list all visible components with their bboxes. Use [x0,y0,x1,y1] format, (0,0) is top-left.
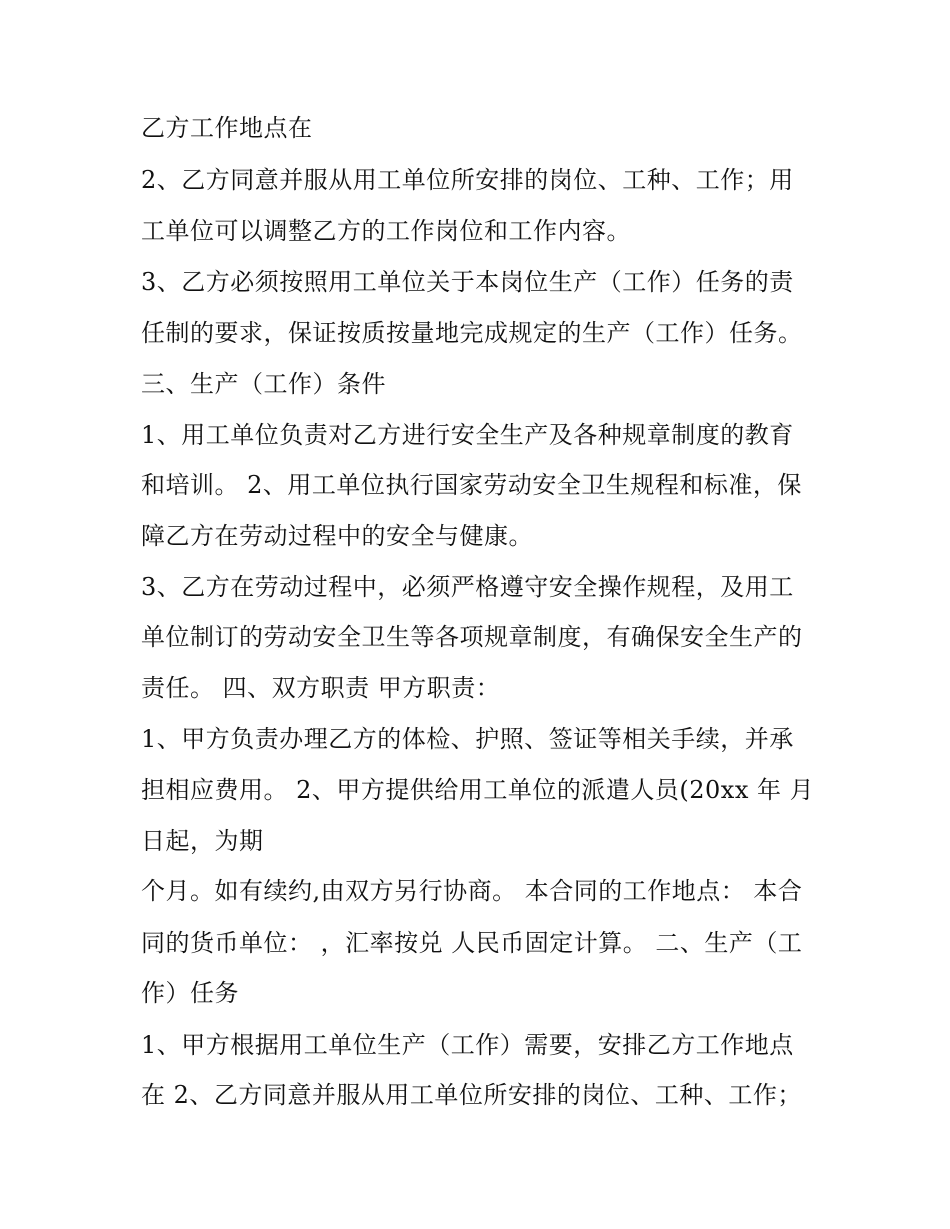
text-line: 在 2、乙方同意并服从用工单位所安排的岗位、工种、工作； [141,1081,802,1109]
text-line: 3、乙方必须按照用工单位关于本岗位生产（工作）任务的责 [141,268,794,296]
text-line: 3、乙方在劳动过程中，必须严格遵守安全操作规程，及用工 [141,573,794,601]
text-line: 作）任务 [141,979,239,1007]
text-line: 1、用工单位负责对乙方进行安全生产及各种规章制度的教育 [141,421,794,449]
text-line: 1、甲方负责办理乙方的体检、护照、签证等相关手续，并承 [141,725,794,753]
text-line: 和培训。 2、用工单位执行国家劳动安全卫生规程和标准，保 [141,471,802,499]
text-line: 日起，为期 [141,827,264,855]
text-line: 障乙方在劳动过程中的安全与健康。 [141,522,533,550]
text-line: 2、乙方同意并服从用工单位所安排的岗位、工种、工作；用 [141,166,794,194]
section-heading: 三、生产（工作）条件 [141,370,386,398]
text-line: 乙方工作地点在 [141,114,313,142]
text-line: 担相应费用。 2、甲方提供给用工单位的派遣人员(20xx 年 月 [141,776,815,804]
text-line: 个月。如有续约,由双方另行协商。 本合同的工作地点： 本合 [141,877,803,905]
text-line: 单位制订的劳动安全卫生等各项规章制度，有确保安全生产的 [141,623,803,651]
text-line: 同的货币单位： ，汇率按兑 人民币固定计算。 二、生产（工 [141,929,803,957]
text-line: 责任。 四、双方职责 甲方职责： [141,674,501,702]
text-line: 1、甲方根据用工单位生产（工作）需要，安排乙方工作地点 [141,1031,794,1059]
text-line: 工单位可以调整乙方的工作岗位和工作内容。 [141,217,631,245]
text-line: 任制的要求，保证按质按量地完成规定的生产（工作）任务。 [141,319,803,347]
